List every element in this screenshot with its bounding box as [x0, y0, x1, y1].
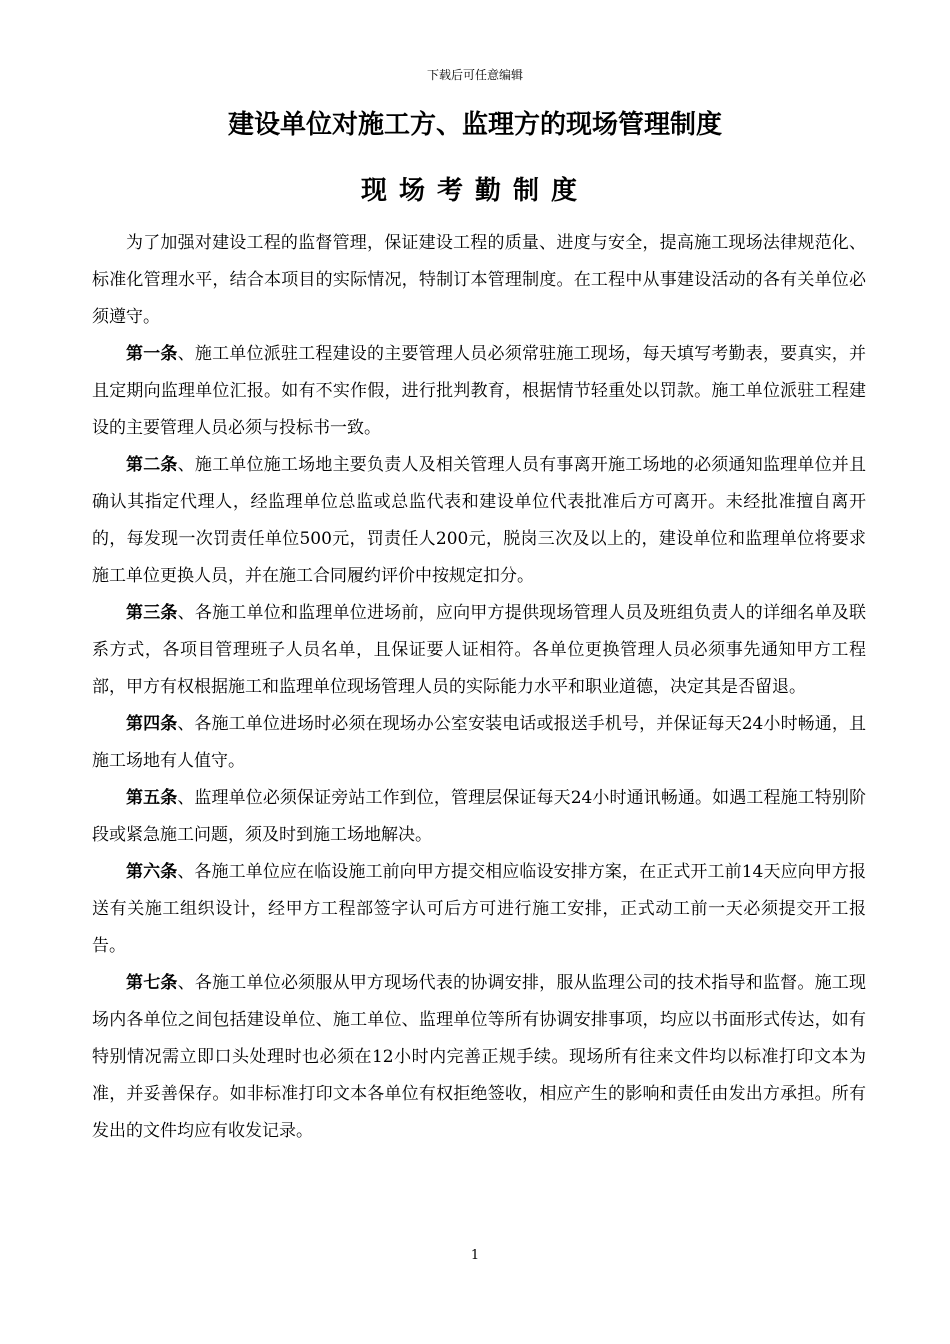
- article-paragraph: [92, 447, 866, 595]
- article-text: 、监理单位必须保证旁站工作到位，管理层保证每天24小时通讯畅通。如遇工程施工特别阶段或紧急施工问题，须及时到施工场地解决。: [92, 788, 866, 845]
- document-subtitle: 现场考勤制度: [360, 176, 589, 206]
- article-text: 、各施工单位和监理单位进场前，应向甲方提供现场管理人员及班组负责人的详细名单及联系方式，各项目管理班子人员名单，且保证要人证相符。各单位更换管理人员必须事先通知甲方工程部，甲方有权根据施工和监理单位现场管理人员的实际能力水平和职业道德，决定其是否留退。: [92, 603, 867, 697]
- intro-paragraph: 为了加强对建设工程的监督管理，保证建设工程的质量、进度与安全，提高施工现场法律规范化、标准化管理水平，结合本项目的实际情况，特制订本管理制度。在工程中从事建设活动的各有关单位必须遵守。: [92, 233, 866, 327]
- article-text: 、各施工单位进场时必须在现场办公室安装电话或报送手机号，并保证每天24小时畅通，且施工场地有人值守。: [92, 714, 866, 771]
- article-label: 第二条: [126, 455, 178, 475]
- article-label: 第四条: [126, 714, 178, 734]
- article-text: 、施工单位派驻工程建设的主要管理人员必须常驻施工现场，每天填写考勤表，要真实，并且定期向监理单位汇报。如有不实作假，进行批判教育，根据情节轻重处以罚款。施工单位派驻工程建设的主要管理人员必须与投标书一致。: [92, 344, 867, 438]
- article-paragraph: [92, 595, 866, 706]
- header-note: 下载后可任意编辑: [426, 68, 523, 82]
- page-number: 1: [470, 1248, 480, 1263]
- article-label: 第五条: [126, 788, 178, 808]
- article-paragraph: [92, 706, 866, 780]
- article-text: 、施工单位施工场地主要负责人及相关管理人员有事离开施工场地的必须通知监理单位并且确认其指定代理人，经监理单位总监或总监代表和建设单位代表批准后方可离开。未经批准擅自离开的，每发现一次罚责任单位500元，罚责任人200元，脱岗三次及以上的，建设单位和监理单位将要求施工单位更换人员，并在施工合同履约评价中按规定扣分。: [92, 455, 867, 586]
- article-text: 、各施工单位必须服从甲方现场代表的协调安排，服从监理公司的技术指导和监督。施工现场内各单位之间包括建设单位、施工单位、监理单位等所有协调安排事项，均应以书面形式传达，如有特别情况需立即口头处理时也必须在12小时内完善正规手续。现场所有往来文件均以标准打印文本为准，并妥善保存。如非标准打印文本各单位有权拒绝签收，相应产生的影响和责任由发出方承担。所有发出的文件均应有收发记录。: [92, 973, 867, 1141]
- article-label: 第七条: [126, 973, 178, 993]
- article-text: 、各施工单位应在临设施工前向甲方提交相应临设安排方案，在正式开工前14天应向甲方报送有关施工组织设计，经甲方工程部签字认可后方可进行施工安排，正式动工前一天必须提交开工报告。: [92, 862, 866, 956]
- document-body: [92, 225, 866, 1150]
- article-label: 第三条: [126, 603, 178, 623]
- article-paragraph: [92, 854, 866, 965]
- article-label: 第一条: [126, 344, 178, 364]
- document-title: 建设单位对施工方、监理方的现场管理制度: [227, 110, 722, 140]
- article-paragraph: [92, 336, 866, 447]
- article-paragraph: [92, 965, 866, 1150]
- article-label: 第六条: [126, 862, 178, 882]
- article-paragraph: [92, 780, 866, 854]
